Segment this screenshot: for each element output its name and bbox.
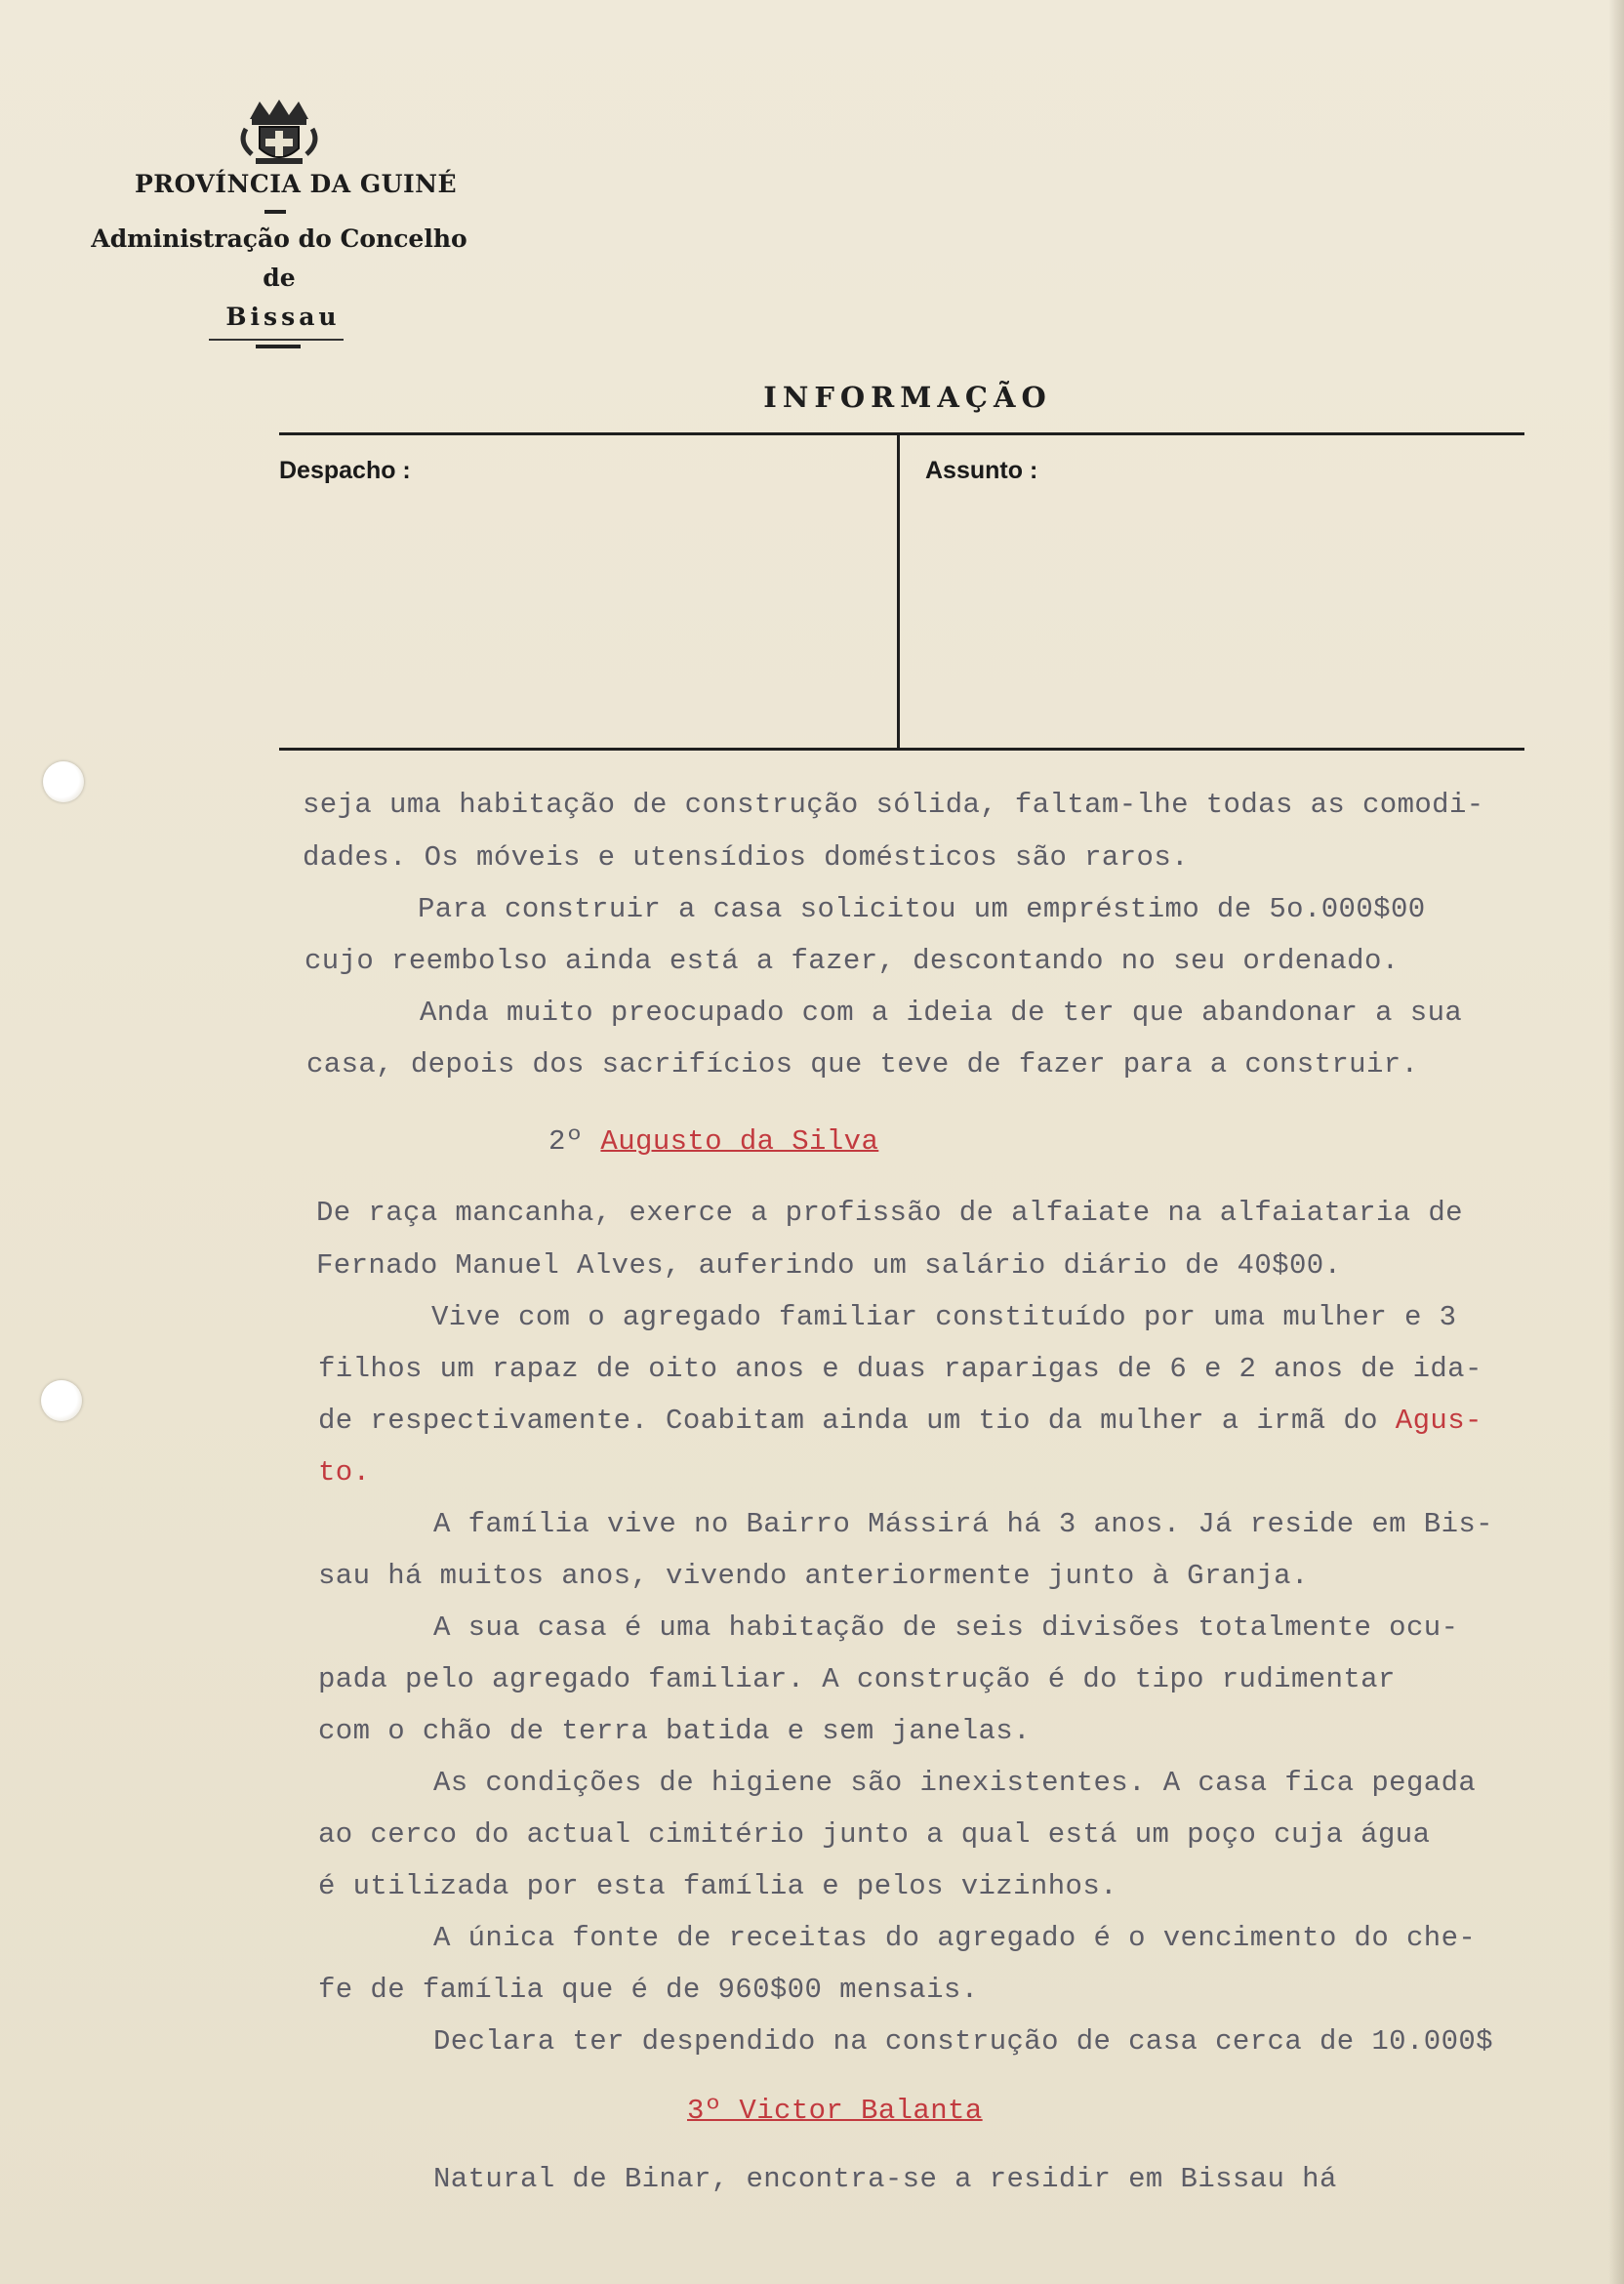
person-name: Augusto da Silva [600,1125,879,1158]
section-heading-3: 3º Victor Balanta [687,2095,983,2127]
form-column-divider [897,435,900,748]
text-segment: de respectivamente. Coabitam ainda um tio da mulher a irmã do [318,1405,1378,1437]
text-line: cujo reembolso ainda está a fazer, descontando no seu ordenado. [304,945,1400,977]
text-line: Fernado Manuel Alves, auferindo um salário diário de 40$00. [316,1249,1342,1282]
text-line: seja uma habitação de construção sólida, faltam-lhe todas as comodi- [303,789,1484,821]
text-line: com o chão de terra batida e sem janelas. [318,1715,1031,1747]
text-line: fe de família que é de 960$00 mensais. [318,1974,979,2006]
punch-hole-bottom [41,1380,82,1421]
text-line: Natural de Binar, encontra-se a residir em Bissau há [433,2163,1337,2195]
text-line: Declara ter despendido na construção de casa cerca de 10.000$ [433,2025,1493,2058]
text-line: casa, depois dos sacrifícios que teve de fazer para a construir. [306,1048,1419,1081]
punch-hole-top [43,761,84,802]
header-de: de [263,264,296,292]
red-text: Agus- [1395,1405,1482,1437]
text-line: As condições de higiene são inexistentes. A casa fica pegada [433,1767,1477,1799]
province-name: PROVÍNCIA DA GUINÉ [135,170,458,198]
administration-name: Administração do Concelho [91,224,467,253]
header-dash-bottom [256,345,301,348]
despacho-label: Despacho : [279,457,411,484]
document-title: INFORMAÇÃO [763,381,1052,414]
assunto-label: Assunto : [925,457,1038,484]
text-line: Para construir a casa solicitou um empréstimo de 5o.000$00 [418,893,1426,925]
text-line: sau há muitos anos, vivendo anteriormente junto à Granja. [318,1560,1309,1592]
coat-of-arms-emblem [238,94,320,170]
section-number: 2º [548,1125,584,1158]
text-line: filhos um rapaz de oito anos e duas raparigas de 6 e 2 anos de ida- [318,1353,1482,1385]
text-line: A família vive no Bairro Mássirá há 3 anos. Já reside em Bis- [433,1508,1493,1540]
text-line: A sua casa é uma habitação de seis divisões totalmente ocu- [433,1611,1459,1644]
text-line: A única fonte de receitas do agregado é o vencimento do che- [433,1922,1477,1954]
section-heading-2 [548,1125,878,1158]
text-line: Anda muito preocupado com a ideia de ter que abandonar a sua [420,997,1463,1029]
text-line [318,1405,1482,1437]
city-underline [209,339,344,341]
page-edge-shadow [1608,0,1624,2284]
text-line: ao cerco do actual cimitério junto a qual está um poço cuja água [318,1818,1431,1851]
header-dash [264,210,286,214]
form-top-rule [279,432,1524,435]
text-line: De raça mancanha, exerce a profissão de alfaiate na alfaiataria de [316,1197,1463,1229]
text-line: é utilizada por esta família e pelos vizinhos. [318,1870,1117,1902]
text-line: Vive com o agregado familiar constituído por uma mulher e 3 [431,1301,1457,1333]
red-text: to. [318,1456,371,1489]
text-line: pada pelo agregado familiar. A construção é do tipo rudimentar [318,1663,1396,1695]
text-line: dades. Os móveis e utensídios domésticos são raros. [303,841,1189,874]
form-bottom-rule [279,748,1524,751]
city-name: Bissau [225,303,341,331]
